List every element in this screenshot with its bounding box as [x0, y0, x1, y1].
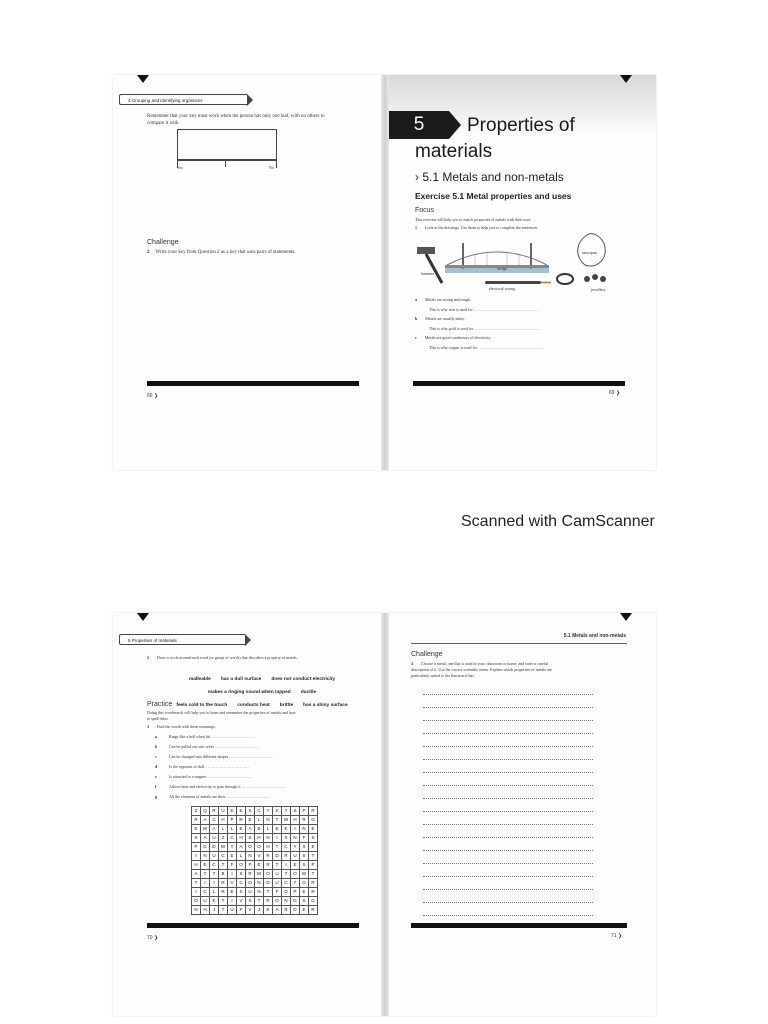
wordsearch-cell: T [255, 897, 264, 906]
wordsearch-cell: G [309, 897, 318, 906]
wordsearch-cell: C [237, 879, 246, 888]
header-rule [411, 643, 627, 644]
item-letter: c [415, 335, 417, 340]
footer-bar [147, 381, 359, 386]
sentence-list [415, 297, 635, 351]
wordsearch-cell: C [210, 861, 219, 870]
wordsearch-cell: R [264, 852, 273, 861]
wordsearch-cell: R [282, 852, 291, 861]
wordsearch-cell: G [201, 843, 210, 852]
wordsearch-cell: Z [219, 834, 228, 843]
intro-text: Remember that your key must work when the person has only one leaf, with no others to compare it with. [147, 114, 325, 126]
wordsearch-cell: E [201, 861, 210, 870]
key-box [177, 129, 277, 161]
wordsearch-row [192, 879, 318, 888]
wordsearch-cell: E [300, 906, 309, 915]
no-label: No [269, 165, 274, 170]
wordsearch-cell: D [273, 852, 282, 861]
wordsearch-cell: J [255, 906, 264, 915]
wordsearch-cell: I [201, 879, 210, 888]
sentence-b [415, 316, 635, 332]
wordsearch-cell: O [264, 870, 273, 879]
wordsearch-cell: N [246, 852, 255, 861]
wordsearch-cell: C [201, 888, 210, 897]
wordsearch-cell: H [192, 861, 201, 870]
left-page-66 [113, 75, 383, 470]
key-box-bottom [177, 159, 277, 168]
wordsearch-cell: T [192, 879, 201, 888]
wordsearch-cell: S [300, 861, 309, 870]
wordsearch-cell: A [192, 870, 201, 879]
wordsearch-cell: O [282, 888, 291, 897]
label-hammer: hammer [421, 271, 435, 276]
bookmark-marker [620, 75, 632, 83]
answer-line [423, 698, 593, 708]
wordsearch-cell: T [219, 906, 228, 915]
wordsearch-cell: A [201, 816, 210, 825]
answer-line [423, 828, 593, 838]
wordsearch-cell: R [309, 807, 318, 816]
item-statement: Metals are strong and tough. [425, 297, 471, 302]
wordsearch-cell: N [264, 816, 273, 825]
wordsearch-cell: U [210, 852, 219, 861]
wordsearch-cell: B [255, 825, 264, 834]
wordsearch-cell: U [228, 906, 237, 915]
wordsearch-cell: I [192, 888, 201, 897]
wordsearch-cell: I [192, 852, 201, 861]
wordsearch-cell: C [255, 807, 264, 816]
wordsearch-cell: F [237, 906, 246, 915]
answer-line [423, 724, 593, 734]
wordsearch-cell: F [273, 888, 282, 897]
scanner-watermark: Scanned with CamScanner [461, 513, 655, 530]
section-title: › 5.1 Metals and non-metals [415, 170, 564, 184]
wordsearch-cell: T [309, 870, 318, 879]
wordsearch-cell: S [246, 807, 255, 816]
wordsearch-cell: Y [291, 843, 300, 852]
wordsearch-cell: H [255, 834, 264, 843]
question-number: 1 [415, 225, 417, 230]
wordsearch-cell: E [309, 843, 318, 852]
wordsearch-cell: R [237, 816, 246, 825]
right-page-69 [389, 75, 656, 470]
wordsearch-cell: I [228, 897, 237, 906]
footer-bar [411, 923, 627, 928]
scanned-spread-1 [113, 75, 656, 470]
wordsearch-cell: F [300, 834, 309, 843]
question-number: 4 [411, 661, 413, 666]
hammer-icon [417, 247, 442, 283]
wordsearch-cell: E [273, 825, 282, 834]
wordsearch-cell: D [210, 843, 219, 852]
question-text: Draw a circle around each word (or group of words) that describes a property of metals. [157, 655, 298, 660]
wordsearch-cell: L [219, 825, 228, 834]
wordsearch-cell: N [291, 834, 300, 843]
wordsearch-cell: D [264, 879, 273, 888]
wordsearch-cell: T [309, 852, 318, 861]
chapter-title-line-1: Properties of [467, 115, 575, 136]
answer-line [423, 906, 593, 916]
wordsearch-cell: I [273, 834, 282, 843]
label-bridge: bridge [497, 266, 508, 271]
wordsearch-cell: H [264, 843, 273, 852]
wordsearch-cell: E [237, 807, 246, 816]
wordsearch-cell: V [228, 879, 237, 888]
question-text: Find the words with these meanings. [157, 724, 216, 729]
wordsearch-cell: R [192, 816, 201, 825]
wordsearch-cell: E [246, 816, 255, 825]
wordsearch-cell: E [291, 861, 300, 870]
wordsearch-cell: R [246, 870, 255, 879]
answer-line [423, 789, 593, 799]
clue-e: e Is attracted to a magnet …………………………… [155, 774, 252, 779]
wordsearch-cell: S [237, 870, 246, 879]
wordsearch-cell: J [210, 906, 219, 915]
wordsearch-cell: R [264, 897, 273, 906]
wordsearch-cell: E [228, 888, 237, 897]
answer-line [423, 685, 593, 695]
word-bank-row-2: makes a ringing sound when tapped ductile [207, 690, 317, 695]
wordsearch-cell: R [210, 807, 219, 816]
label-saucepan: saucepan [582, 250, 597, 255]
question-4 [411, 661, 561, 679]
wordsearch-cell: N [282, 897, 291, 906]
wordsearch-cell: T [282, 807, 291, 816]
wordsearch-cell: L [255, 816, 264, 825]
wordsearch-cell: S [237, 888, 246, 897]
wordsearch-cell: X [282, 834, 291, 843]
wordsearch-cell: U [210, 834, 219, 843]
wordsearch-cell: P [192, 843, 201, 852]
wordsearch-cell: Y [228, 843, 237, 852]
wordsearch-cell: A [201, 834, 210, 843]
wordsearch-cell: S [246, 834, 255, 843]
running-header: 5.1 Metals and non-metals [563, 633, 626, 639]
wordsearch-cell: D [291, 906, 300, 915]
wordsearch-cell: U [219, 807, 228, 816]
wordsearch-row [192, 888, 318, 897]
wordsearch-cell: S [273, 807, 282, 816]
wordsearch-cell: E [228, 852, 237, 861]
wordsearch-cell: H [237, 834, 246, 843]
wordsearch-cell: B [219, 870, 228, 879]
wordsearch-cell: P [228, 816, 237, 825]
wordsearch-cell: L [228, 825, 237, 834]
wordsearch-cell: S [300, 897, 309, 906]
answer-line [423, 750, 593, 760]
label-wiring: electrical wiring [489, 286, 516, 291]
wordsearch-cell: H [219, 816, 228, 825]
chapter-header-tab: 4 Grouping and identifying organisms [119, 94, 247, 105]
clue-g: g All the elements of metals are their …………………………… [155, 794, 271, 799]
wordsearch-cell: L [237, 852, 246, 861]
bookmark-marker [620, 613, 632, 621]
footer-bar [413, 381, 625, 386]
wordsearch-cell: S [291, 807, 300, 816]
question-3 [147, 724, 337, 730]
wordsearch-cell: E [309, 825, 318, 834]
question-number: 2 [147, 655, 149, 660]
challenge-heading: Challenge [147, 239, 179, 246]
wordsearch-row [192, 825, 318, 834]
wordsearch-cell: P [309, 861, 318, 870]
wordsearch-cell: A [210, 825, 219, 834]
wordsearch-cell: C [228, 834, 237, 843]
wordsearch-cell: R [219, 888, 228, 897]
wordsearch-cell: V [237, 897, 246, 906]
wordsearch-cell: N [201, 852, 210, 861]
wordsearch-cell: W [300, 870, 309, 879]
wordsearch-cell: U [201, 897, 210, 906]
right-page-71 [389, 613, 656, 1016]
wordsearch-row [192, 807, 318, 816]
question-number: 2 [147, 250, 150, 255]
wordsearch-cell: G [309, 816, 318, 825]
wordsearch-cell: E [210, 897, 219, 906]
answer-line [423, 893, 593, 903]
answer-line [423, 711, 593, 721]
wordsearch-cell: F [228, 861, 237, 870]
wordsearch-cell: E [282, 825, 291, 834]
item-statement: Metals are usually shiny. [425, 316, 465, 321]
word-bank-row-3: feels cold to the touch conducts heat brittle has a shiny surface [176, 703, 348, 708]
chapter-title-line-2: materials [415, 141, 493, 162]
wiring-icon [485, 281, 551, 284]
wordsearch-cell: T [210, 870, 219, 879]
wordsearch-cell: O [291, 870, 300, 879]
wordsearch-cell: I [210, 879, 219, 888]
clue-f: f Allows heat and electricity to pass through it …………………………… [155, 784, 286, 789]
question-text: Choose a metal, one that is used in your classroom or home, and write a careful description of it. Use the correct scientific terms. Explain which properties of metals are particularly suited to the function it has. [411, 661, 552, 678]
wordsearch-cell: Y [264, 807, 273, 816]
wordsearch-row [192, 852, 318, 861]
wordsearch-cell: T [273, 861, 282, 870]
wordsearch-grid [191, 806, 318, 915]
wordsearch-cell: N [300, 825, 309, 834]
wordsearch-cell: P [291, 888, 300, 897]
wordsearch-cell: H [291, 816, 300, 825]
item-completion: This is why copper is used for ………………………………………… . [429, 345, 545, 350]
footer-bar [147, 923, 359, 928]
wordsearch-cell: E [255, 861, 264, 870]
wordsearch-cell: E [228, 807, 237, 816]
answer-lines [423, 685, 593, 919]
wordsearch-cell: N [255, 888, 264, 897]
wordsearch-cell: T [264, 888, 273, 897]
answer-line [423, 802, 593, 812]
sentence-c [415, 335, 635, 351]
wordsearch-cell: A [246, 825, 255, 834]
clue-list [155, 734, 355, 804]
item-letter: a [415, 297, 417, 302]
wordsearch-cell: I [228, 870, 237, 879]
wordsearch-cell: R [219, 879, 228, 888]
wordsearch-cell: H [201, 906, 210, 915]
wordsearch-row [192, 870, 318, 879]
wordsearch-cell: U [273, 870, 282, 879]
wordsearch-cell: T [219, 897, 228, 906]
chapter-header-tab: 5 Properties of materials [119, 634, 245, 645]
question-number: 3 [147, 724, 149, 729]
wordsearch-cell: T [201, 870, 210, 879]
wordsearch-cell: E [264, 906, 273, 915]
scanned-spread-2 [113, 613, 656, 1016]
wordsearch-cell: R [282, 906, 291, 915]
answer-line [423, 737, 593, 747]
focus-intro: This exercise will help you to match properties of metals with their uses. [415, 217, 532, 222]
word-bank [147, 671, 377, 710]
wordsearch-cell: T [219, 861, 228, 870]
page-number: 71 ❯ [611, 933, 623, 939]
challenge-heading: Challenge [411, 651, 443, 658]
wordsearch-row [192, 834, 318, 843]
wordsearch-cell: L [264, 825, 273, 834]
bookmark-marker [137, 613, 149, 621]
clue-d: d Is the opposite of dull …………………………… [155, 764, 249, 769]
practice-heading: Practice [147, 701, 173, 708]
wordsearch-cell: R [264, 861, 273, 870]
word-bank-row-1: malleable has a dull surface does not conduct electricity [188, 677, 336, 682]
item-statement: Metals are good conductors of electricity. [424, 335, 492, 340]
page-gutter [381, 75, 389, 470]
wordsearch-cell: T [291, 879, 300, 888]
wordsearch-cell: O [300, 879, 309, 888]
wordsearch-cell: M [201, 825, 210, 834]
wordsearch-cell: E [192, 825, 201, 834]
wordsearch-row [192, 906, 318, 915]
wordsearch-cell: C [210, 816, 219, 825]
chapter-number-box: 5 [389, 111, 449, 139]
yes-label: Yes [177, 165, 183, 170]
wordsearch-cell: U [246, 888, 255, 897]
wordsearch-cell: U [273, 879, 282, 888]
wordsearch-cell: E [237, 825, 246, 834]
wordsearch-cell: N [264, 834, 273, 843]
wordsearch-cell: N [192, 906, 201, 915]
wordsearch-cell: Z [192, 807, 201, 816]
wordsearch-cell: N [255, 879, 264, 888]
wordsearch-cell: R [309, 888, 318, 897]
wordsearch-cell: O [255, 843, 264, 852]
question-1 [415, 225, 635, 231]
answer-line [423, 763, 593, 773]
wordsearch-row [192, 816, 318, 825]
exercise-title: Exercise 5.1 Metal properties and uses [415, 191, 572, 201]
wordsearch-cell: O [246, 879, 255, 888]
page-number: 66 ❯ [147, 393, 159, 399]
wordsearch-cell: S [246, 897, 255, 906]
left-page-70 [113, 613, 383, 1016]
wordsearch-cell: W [219, 843, 228, 852]
practice-intro: Doing this wordsearch will help you to learn and remember the properties of metals and how to spell them. [147, 710, 296, 721]
chapter-number-arrow [449, 111, 461, 139]
wordsearch-cell: M [255, 870, 264, 879]
wordsearch-cell: R [309, 879, 318, 888]
question-2 [147, 655, 337, 661]
jewellery-icon [557, 274, 606, 284]
item-completion: This is why iron is used for ………………………………………… . [429, 307, 540, 312]
focus-heading: Focus [415, 207, 435, 214]
wordsearch-cell: V [246, 906, 255, 915]
wordsearch-cell: S [192, 834, 201, 843]
clue-a: a Rings like a bell when hit …………………………… [155, 734, 255, 739]
answer-line [423, 880, 593, 890]
page-number: 70 ❯ [147, 935, 159, 941]
key-divider [225, 159, 226, 167]
sentence-a [415, 297, 635, 313]
challenge-question [147, 249, 347, 256]
answer-line [423, 867, 593, 877]
wordsearch-cell: O [192, 897, 201, 906]
answer-line [423, 815, 593, 825]
wordsearch-row [192, 861, 318, 870]
answer-line [423, 854, 593, 864]
wordsearch-cell: I [291, 825, 300, 834]
page-number: 69 ❯ [609, 390, 621, 396]
wordsearch-cell: C [219, 852, 228, 861]
wordsearch-cell: T [273, 843, 282, 852]
wordsearch-cell: C [282, 843, 291, 852]
wordsearch-cell: O [246, 843, 255, 852]
wordsearch-cell: P [246, 861, 255, 870]
wordsearch-cell: W [282, 816, 291, 825]
wordsearch-cell: A [273, 906, 282, 915]
wordsearch-row [192, 897, 318, 906]
clue-b: b Can be pulled out into wires …………………………… [155, 744, 260, 749]
wordsearch-cell: E [300, 888, 309, 897]
wordsearch-cell: O [237, 861, 246, 870]
wordsearch-cell: O [273, 897, 282, 906]
wordsearch-cell: I [282, 861, 291, 870]
wordsearch-cell: Q [201, 807, 210, 816]
answer-line [423, 841, 593, 851]
wordsearch-cell: X [300, 843, 309, 852]
clue-c: c Can be changed into different shapes …………………………… [155, 754, 274, 759]
wordsearch-cell: L [210, 888, 219, 897]
wordsearch-cell: R [300, 816, 309, 825]
wordsearch-cell: T [282, 870, 291, 879]
question-text: Write your key from Question 2 as a key that uses pairs of statements. [155, 250, 296, 255]
wordsearch-row [192, 843, 318, 852]
wordsearch-cell: R [309, 906, 318, 915]
wordsearch-cell: G [291, 897, 300, 906]
wordsearch-cell: V [255, 852, 264, 861]
wordsearch-cell: P [300, 807, 309, 816]
label-jewellery: jewellery [591, 287, 606, 292]
bookmark-marker [137, 75, 149, 83]
wordsearch-cell: C [282, 879, 291, 888]
page-gutter [381, 613, 389, 1016]
item-completion: This is why gold is used for ………………………………………… . [429, 326, 541, 331]
item-letter: b [415, 316, 418, 321]
wordsearch-cell: S [309, 834, 318, 843]
wordsearch-cell: A [237, 843, 246, 852]
answer-line [423, 776, 593, 786]
wordsearch-cell: U [291, 852, 300, 861]
wordsearch-cell: T [273, 816, 282, 825]
wordsearch-cell: S [300, 852, 309, 861]
question-text: Look at the drawings. Use them to help you to complete the sentences. [425, 225, 539, 230]
